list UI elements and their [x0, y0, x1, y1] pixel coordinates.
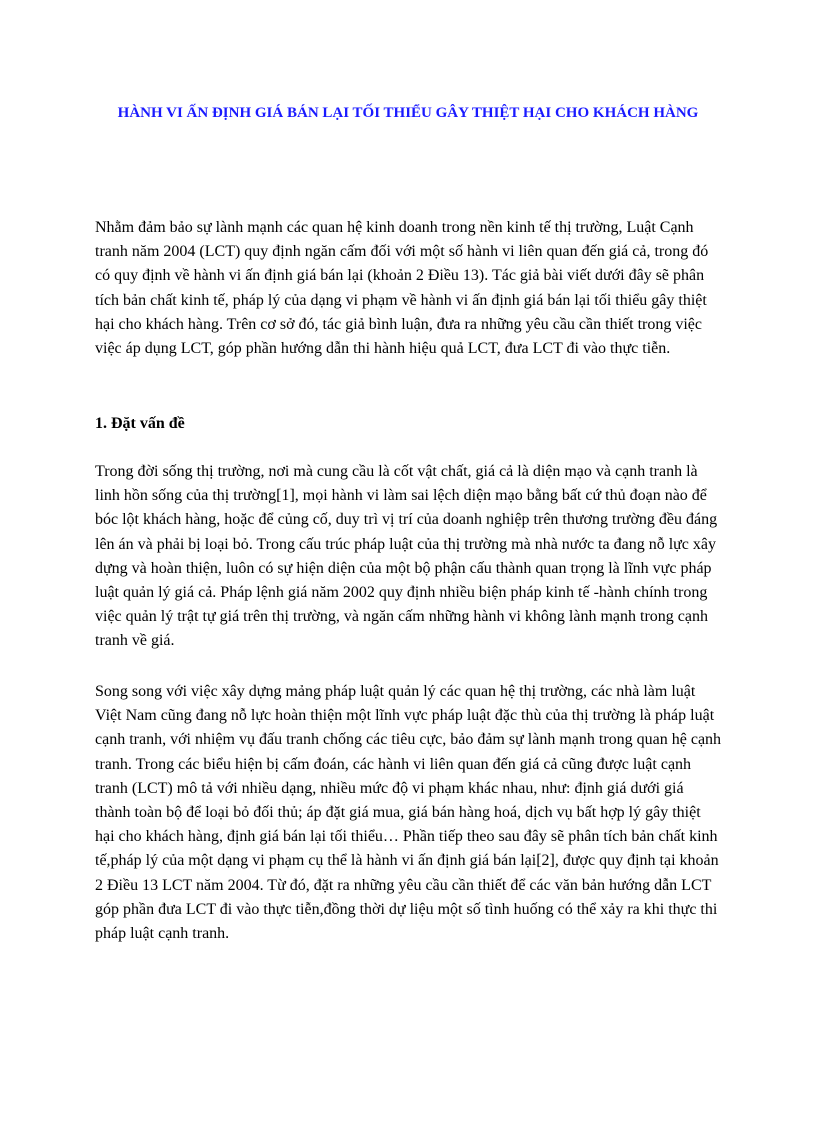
- document-title: HÀNH VI ẤN ĐỊNH GIÁ BÁN LẠI TỐI THIỂU GÂY THIỆT HẠI CHO KHÁCH HÀNG: [117, 105, 699, 121]
- section-paragraph-1: Trong đời sống thị trường, nơi mà cung cầu là cốt vật chất, giá cả là diện mạo và cạnh tranh là linh hồn sống của thị trường[1], mọi hành vi làm sai lệch diện mạo bằng bất cứ thủ đoạn nào để bóc lột khách hàng, hoặc để củng cố, duy trì vị trí của doanh nghiệp trên thương trường đều đáng lên án và phải bị loại bỏ. Trong cấu trúc pháp luật của thị trường mà nhà nước ta đang nỗ lực xây dựng và hoàn thiện, luôn có sự hiện diện của một bộ phận cấu thành quan trọng là lĩnh vực pháp luật quản lý giá cả. Pháp lệnh giá năm 2002 quy định nhiều biện pháp kinh tế -hành chính trong việc quản lý trật tự giá trên thị trường, và ngăn cấm những hành vi không lành mạnh trong cạnh tranh về giá.: [95, 463, 718, 650]
- section-paragraph-2: Song song với việc xây dựng mảng pháp luật quản lý các quan hệ thị trường, các nhà làm luật Việt Nam cũng đang nỗ lực hoàn thiện một lĩnh vực pháp luật đặc thù của thị trường là pháp luật cạnh tranh, với nhiệm vụ đấu tranh chống các tiêu cực, bảo đảm sự lành mạnh trong quan hệ cạnh tranh. Trong các biểu hiện bị cấm đoán, các hành vi liên quan đến giá cả cũng được luật cạnh tranh (LCT) mô tả với nhiều dạng, nhiều mức độ vi phạm khác nhau, như: định giá dưới giá thành toàn bộ để loại bỏ đối thủ; áp đặt giá mua, giá bán hàng hoá, dịch vụ bất hợp lý gây thiệt hại cho khách hàng, định giá bán lại tối thiểu… Phần tiếp theo sau đây sẽ phân tích bản chất kinh tế,pháp lý của một dạng vi phạm cụ thể là hành vi ấn định giá bán lại[2], được quy định tại khoản 2 Điều 13 LCT năm 2004. Từ đó, đặt ra những yêu cầu cần thiết để các văn bản hướng dẫn LCT góp phần đưa LCT đi vào thực tiễn,đồng thời dự liệu một số tình huống có thể xảy ra khi thực thi pháp luật cạnh tranh.: [95, 683, 722, 943]
- intro-paragraph: Nhằm đảm bảo sự lành mạnh các quan hệ kinh doanh trong nền kinh tế thị trường, Luật Cạnh tranh năm 2004 (LCT) quy định ngăn cấm đối với một số hành vi liên quan đến giá cả, trong đó có quy định về hành vi ấn định giá bán lại (khoản 2 Điều 13). Tác giả bài viết dưới đây sẽ phân tích bản chất kinh tế, pháp lý của dạng vi phạm về hành vi ấn định giá bán lại tối thiểu gây thiệt hại cho khách hàng. Trên cơ sở đó, tác giả bình luận, đưa ra những yêu cầu cần thiết trong việc việc áp dụng LCT, góp phần hướng dẫn thi hành hiệu quả LCT, đưa LCT đi vào thực tiễn.: [95, 219, 709, 358]
- section-heading: 1. Đặt vấn đề: [95, 415, 185, 432]
